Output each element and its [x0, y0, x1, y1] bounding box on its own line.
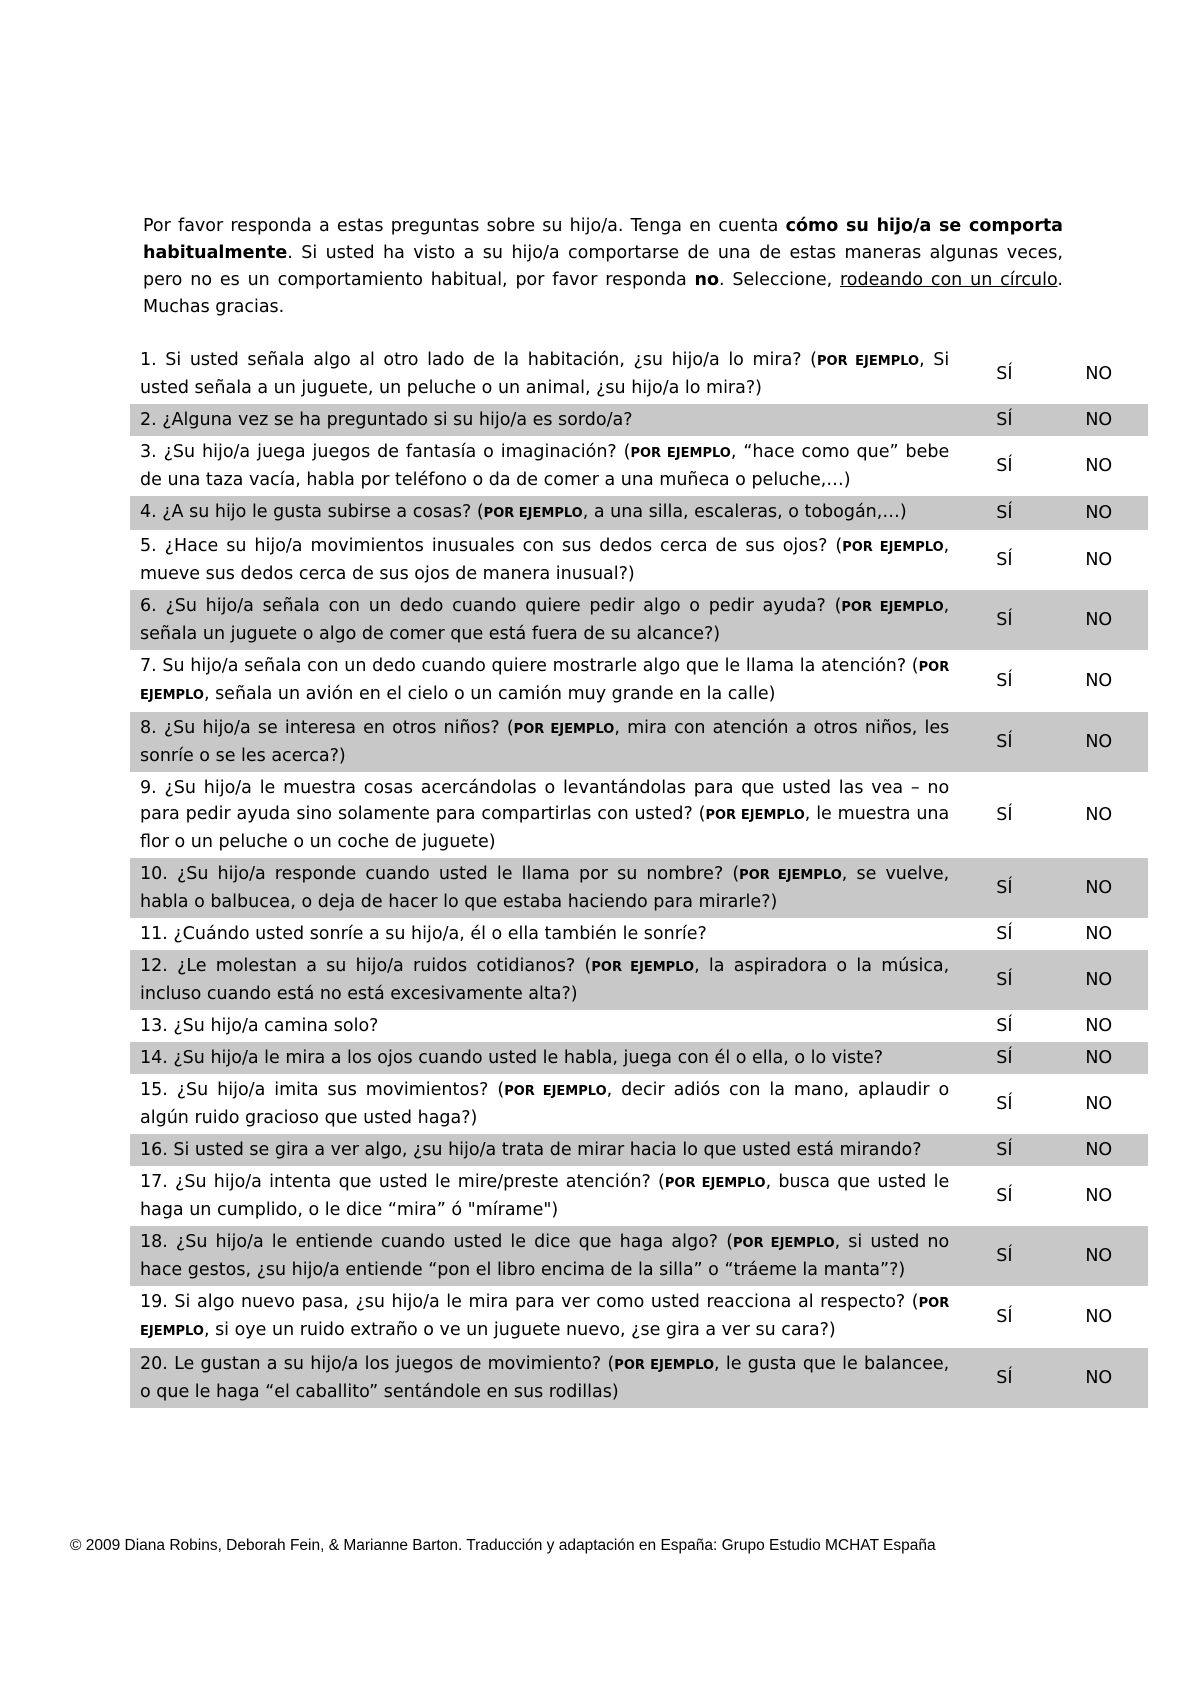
question-text-example: , le gusta que le balancee, o que le haga “el caballito” sentándole en sus rodillas) [140, 1354, 950, 1402]
question-text-main: 1. Si usted señala algo al otro lado de la habitación, ¿su hijo/a lo mira? ( [140, 350, 818, 370]
question-text [130, 404, 959, 436]
question-text [130, 1010, 959, 1042]
question-text-main: 9. ¿Su hijo/a le muestra cosas acercándolas o levantándolas para que usted las vea – no para pedir ayuda sino solamente para compartirlas con usted? ( [140, 778, 950, 824]
answer-yes-option[interactable]: SÍ [996, 364, 1013, 384]
question-text-example: , mueve sus dedos cerca de sus ojos de manera inusual?) [140, 536, 950, 584]
question-text [130, 530, 959, 590]
question-text-main: 17. ¿Su hijo/a intenta que usted le mire/preste atención? ( [140, 1172, 665, 1192]
question-text [130, 1166, 959, 1226]
question-text [130, 1074, 959, 1134]
example-label: POR EJEMPLO [504, 1084, 607, 1099]
question-text-example: , si usted no hace gestos, ¿su hijo/a entiende “pon el libro encima de la silla” o “tráeme la manta”?) [140, 1232, 950, 1280]
answer-yes-option[interactable]: SÍ [996, 550, 1013, 570]
question-text-main: 7. Su hijo/a señala con un dedo cuando quiere mostrarle algo que le llama la atención? ( [140, 656, 919, 676]
question-text-example: , “hace como que” bebe de una taza vacía, habla por teléfono o da de comer a una muñeca o peluche,…) [140, 442, 950, 490]
question-text [130, 1042, 959, 1074]
question-text-main: 10. ¿Su hijo/a responde cuando usted le llama por su nombre? ( [140, 864, 740, 884]
question-text-example: , busca que usted le haga un cumplido, o le dice “mira” ó "mírame") [140, 1172, 950, 1220]
question-text-main: 12. ¿Le molestan a su hijo/a ruidos cotidianos? ( [140, 956, 592, 976]
copyright-footer: © 2009 Diana Robins, Deborah Fein, & Marianne Barton. Traducción y adaptación en España: Grupo Estudio MCHAT España [70, 1537, 936, 1554]
answer-yes-option[interactable]: SÍ [996, 1016, 1013, 1036]
instructions-bold-no: no [694, 270, 720, 290]
instructions-bold-habitual: cómo su hijo/a se comporta habitualmente [143, 216, 1063, 263]
example-label: POR EJEMPLO [140, 660, 950, 703]
question-row [130, 1010, 1148, 1042]
instructions-text-2: . Si usted ha visto a su hijo/a comportarse de una de estas maneras algunas veces, pero no es un comportamiento habitual, por favor responda [143, 243, 1063, 290]
question-row [130, 590, 1148, 650]
answer-no-option[interactable]: NO [1050, 1134, 1148, 1166]
answer-no-option[interactable]: NO [1085, 1094, 1113, 1114]
question-text-main: 18. ¿Su hijo/a le entiende cuando usted le dice que haga algo? ( [140, 1232, 734, 1252]
question-text [130, 650, 959, 712]
question-row [130, 1134, 1148, 1166]
question-text-main: 5. ¿Hace su hijo/a movimientos inusuales con sus dedos cerca de sus ojos? ( [140, 536, 843, 556]
question-text-main: 4. ¿A su hijo le gusta subirse a cosas? ( [140, 502, 484, 522]
question-text-example: , señala un juguete o algo de comer que está fuera de su alcance?) [140, 596, 950, 644]
question-text-example: , se vuelve, habla o balbucea, o deja de hacer lo que estaba haciendo para mirarle?) [140, 864, 950, 912]
question-row [130, 650, 1148, 712]
answer-no-option[interactable]: NO [1085, 1307, 1113, 1327]
question-row [130, 1042, 1148, 1074]
example-label: POR EJEMPLO [817, 354, 920, 369]
question-text [130, 772, 959, 858]
question-text-main: 14. ¿Su hijo/a le mira a los ojos cuando usted le habla, juega con él o ella, o lo viste? [140, 1048, 884, 1068]
question-text-example: , Si usted señala a un juguete, un peluche o un animal, ¿su hijo/a lo mira?) [140, 350, 950, 398]
question-text-example: , le muestra una flor o un peluche o un coche de juguete) [140, 804, 950, 852]
question-text-main: 16. Si usted se gira a ver algo, ¿su hijo/a trata de mirar hacia lo que usted está mirando? [140, 1140, 922, 1160]
example-label: POR EJEMPLO [733, 1236, 835, 1251]
answer-yes-option[interactable]: SÍ [959, 950, 1049, 1010]
question-row [130, 530, 1148, 590]
answer-yes-option[interactable]: SÍ [959, 1042, 1049, 1074]
answer-no-option[interactable]: NO [1050, 1042, 1148, 1074]
instructions-text-1: Por favor responda a estas preguntas sobre su hijo/a. Tenga en cuenta [143, 216, 786, 236]
question-text [130, 344, 959, 404]
answer-yes-option[interactable]: SÍ [996, 671, 1013, 691]
answer-no-option[interactable]: NO [1085, 456, 1113, 476]
example-label: POR EJEMPLO [630, 446, 731, 461]
answer-no-option[interactable]: NO [1050, 950, 1148, 1010]
question-row [130, 496, 1148, 530]
question-text [130, 918, 959, 950]
question-text-main: 11. ¿Cuándo usted sonríe a su hijo/a, él o ella también le sonríe? [140, 924, 707, 944]
answer-yes-option[interactable]: SÍ [959, 404, 1049, 436]
question-row [130, 344, 1148, 404]
answer-no-option[interactable]: NO [1050, 404, 1148, 436]
answer-yes-option[interactable]: SÍ [996, 1094, 1013, 1114]
example-label: POR EJEMPLO [140, 1296, 950, 1339]
question-row [130, 772, 1148, 858]
example-label: POR EJEMPLO [842, 540, 944, 555]
question-row [130, 404, 1148, 436]
answer-no-option[interactable]: NO [1050, 712, 1148, 772]
question-row [130, 1166, 1148, 1226]
question-text [130, 858, 959, 918]
instructions-underlined: rodeando con un círculo [840, 270, 1058, 290]
example-label: POR EJEMPLO [841, 600, 944, 615]
question-row [130, 950, 1148, 1010]
example-label: POR EJEMPLO [513, 722, 615, 737]
example-label: POR EJEMPLO [705, 808, 805, 823]
question-text-main: 19. Si algo nuevo pasa, ¿su hijo/a le mira para ver como usted reacciona al respecto? ( [140, 1292, 919, 1312]
questions-table-body [130, 344, 1148, 1408]
answer-yes-option[interactable]: SÍ [959, 1134, 1049, 1166]
question-row [130, 858, 1148, 918]
question-row [130, 436, 1148, 496]
example-label: POR EJEMPLO [739, 868, 842, 883]
question-text-example: , decir adiós con la mano, aplaudir o algún ruido gracioso que usted haga?) [140, 1080, 950, 1128]
questions-table [130, 344, 1148, 1408]
answer-yes-option[interactable]: SÍ [996, 805, 1013, 825]
answer-no-option[interactable]: NO [1050, 858, 1148, 918]
answer-yes-option[interactable]: SÍ [959, 858, 1049, 918]
question-text-example: , señala un avión en el cielo o un camión muy grande en la calle) [203, 684, 776, 704]
answer-yes-option[interactable]: SÍ [959, 590, 1049, 650]
question-text-example: , a una silla, escaleras, o tobogán,…) [582, 502, 907, 522]
instructions-text-3: . Seleccione, [719, 270, 840, 290]
answer-no-option[interactable]: NO [1085, 1186, 1113, 1206]
answer-no-option[interactable]: NO [1050, 496, 1148, 530]
question-row [130, 1074, 1148, 1134]
answer-no-option[interactable]: NO [1085, 671, 1113, 691]
answer-yes-option[interactable]: SÍ [996, 1186, 1013, 1206]
question-text-main: 20. Le gustan a su hijo/a los juegos de movimiento? ( [140, 1354, 615, 1374]
answer-no-option[interactable]: NO [1085, 364, 1113, 384]
question-row [130, 1286, 1148, 1348]
question-text [130, 1286, 959, 1348]
question-text-main: 8. ¿Su hijo/a se interesa en otros niños? ( [140, 718, 514, 738]
answer-yes-option[interactable]: SÍ [959, 1348, 1049, 1408]
answer-no-option[interactable]: NO [1085, 1016, 1113, 1036]
question-row [130, 1348, 1148, 1408]
answer-yes-option[interactable]: SÍ [996, 924, 1013, 944]
example-label: POR EJEMPLO [591, 960, 695, 975]
answer-no-option[interactable]: NO [1050, 590, 1148, 650]
question-text [130, 1226, 959, 1286]
question-text-main: 15. ¿Su hijo/a imita sus movimientos? ( [140, 1080, 505, 1100]
question-text [130, 1134, 959, 1166]
question-text [130, 712, 959, 772]
question-text-main: 3. ¿Su hijo/a juega juegos de fantasía o imaginación? ( [140, 442, 631, 462]
question-text [130, 590, 959, 650]
instructions-text-4: . Muchas gracias. [143, 270, 1063, 317]
answer-yes-option[interactable]: SÍ [959, 496, 1049, 530]
answer-no-option[interactable]: NO [1085, 924, 1113, 944]
question-text-main: 6. ¿Su hijo/a señala con un dedo cuando quiere pedir algo o pedir ayuda? ( [140, 596, 842, 616]
question-text [130, 496, 959, 530]
answer-yes-option[interactable]: SÍ [996, 456, 1013, 476]
question-text-example: , si oye un ruido extraño o ve un juguete nuevo, ¿se gira a ver su cara?) [203, 1320, 836, 1340]
example-label: POR EJEMPLO [664, 1176, 766, 1191]
question-text-main: 2. ¿Alguna vez se ha preguntado si su hijo/a es sordo/a? [140, 410, 633, 430]
question-text-example: , la aspiradora o la música, incluso cuando está no está excesivamente alta?) [140, 956, 950, 1004]
answer-yes-option[interactable]: SÍ [959, 1226, 1049, 1286]
question-row [130, 918, 1148, 950]
question-text-example: , mira con atención a otros niños, les sonríe o se les acerca?) [140, 718, 950, 766]
question-text [130, 436, 959, 496]
example-label: POR EJEMPLO [614, 1358, 715, 1373]
question-row [130, 1226, 1148, 1286]
answer-no-option[interactable]: NO [1050, 1226, 1148, 1286]
instructions-paragraph [143, 213, 1063, 321]
example-label: POR EJEMPLO [483, 506, 583, 521]
answer-no-option[interactable]: NO [1085, 550, 1113, 570]
question-text [130, 950, 959, 1010]
question-text [130, 1348, 959, 1408]
answer-yes-option[interactable]: SÍ [996, 1307, 1013, 1327]
question-text-main: 13. ¿Su hijo/a camina solo? [140, 1016, 379, 1036]
answer-yes-option[interactable]: SÍ [959, 712, 1049, 772]
answer-no-option[interactable]: NO [1050, 1348, 1148, 1408]
answer-no-option[interactable]: NO [1085, 805, 1113, 825]
question-row [130, 712, 1148, 772]
